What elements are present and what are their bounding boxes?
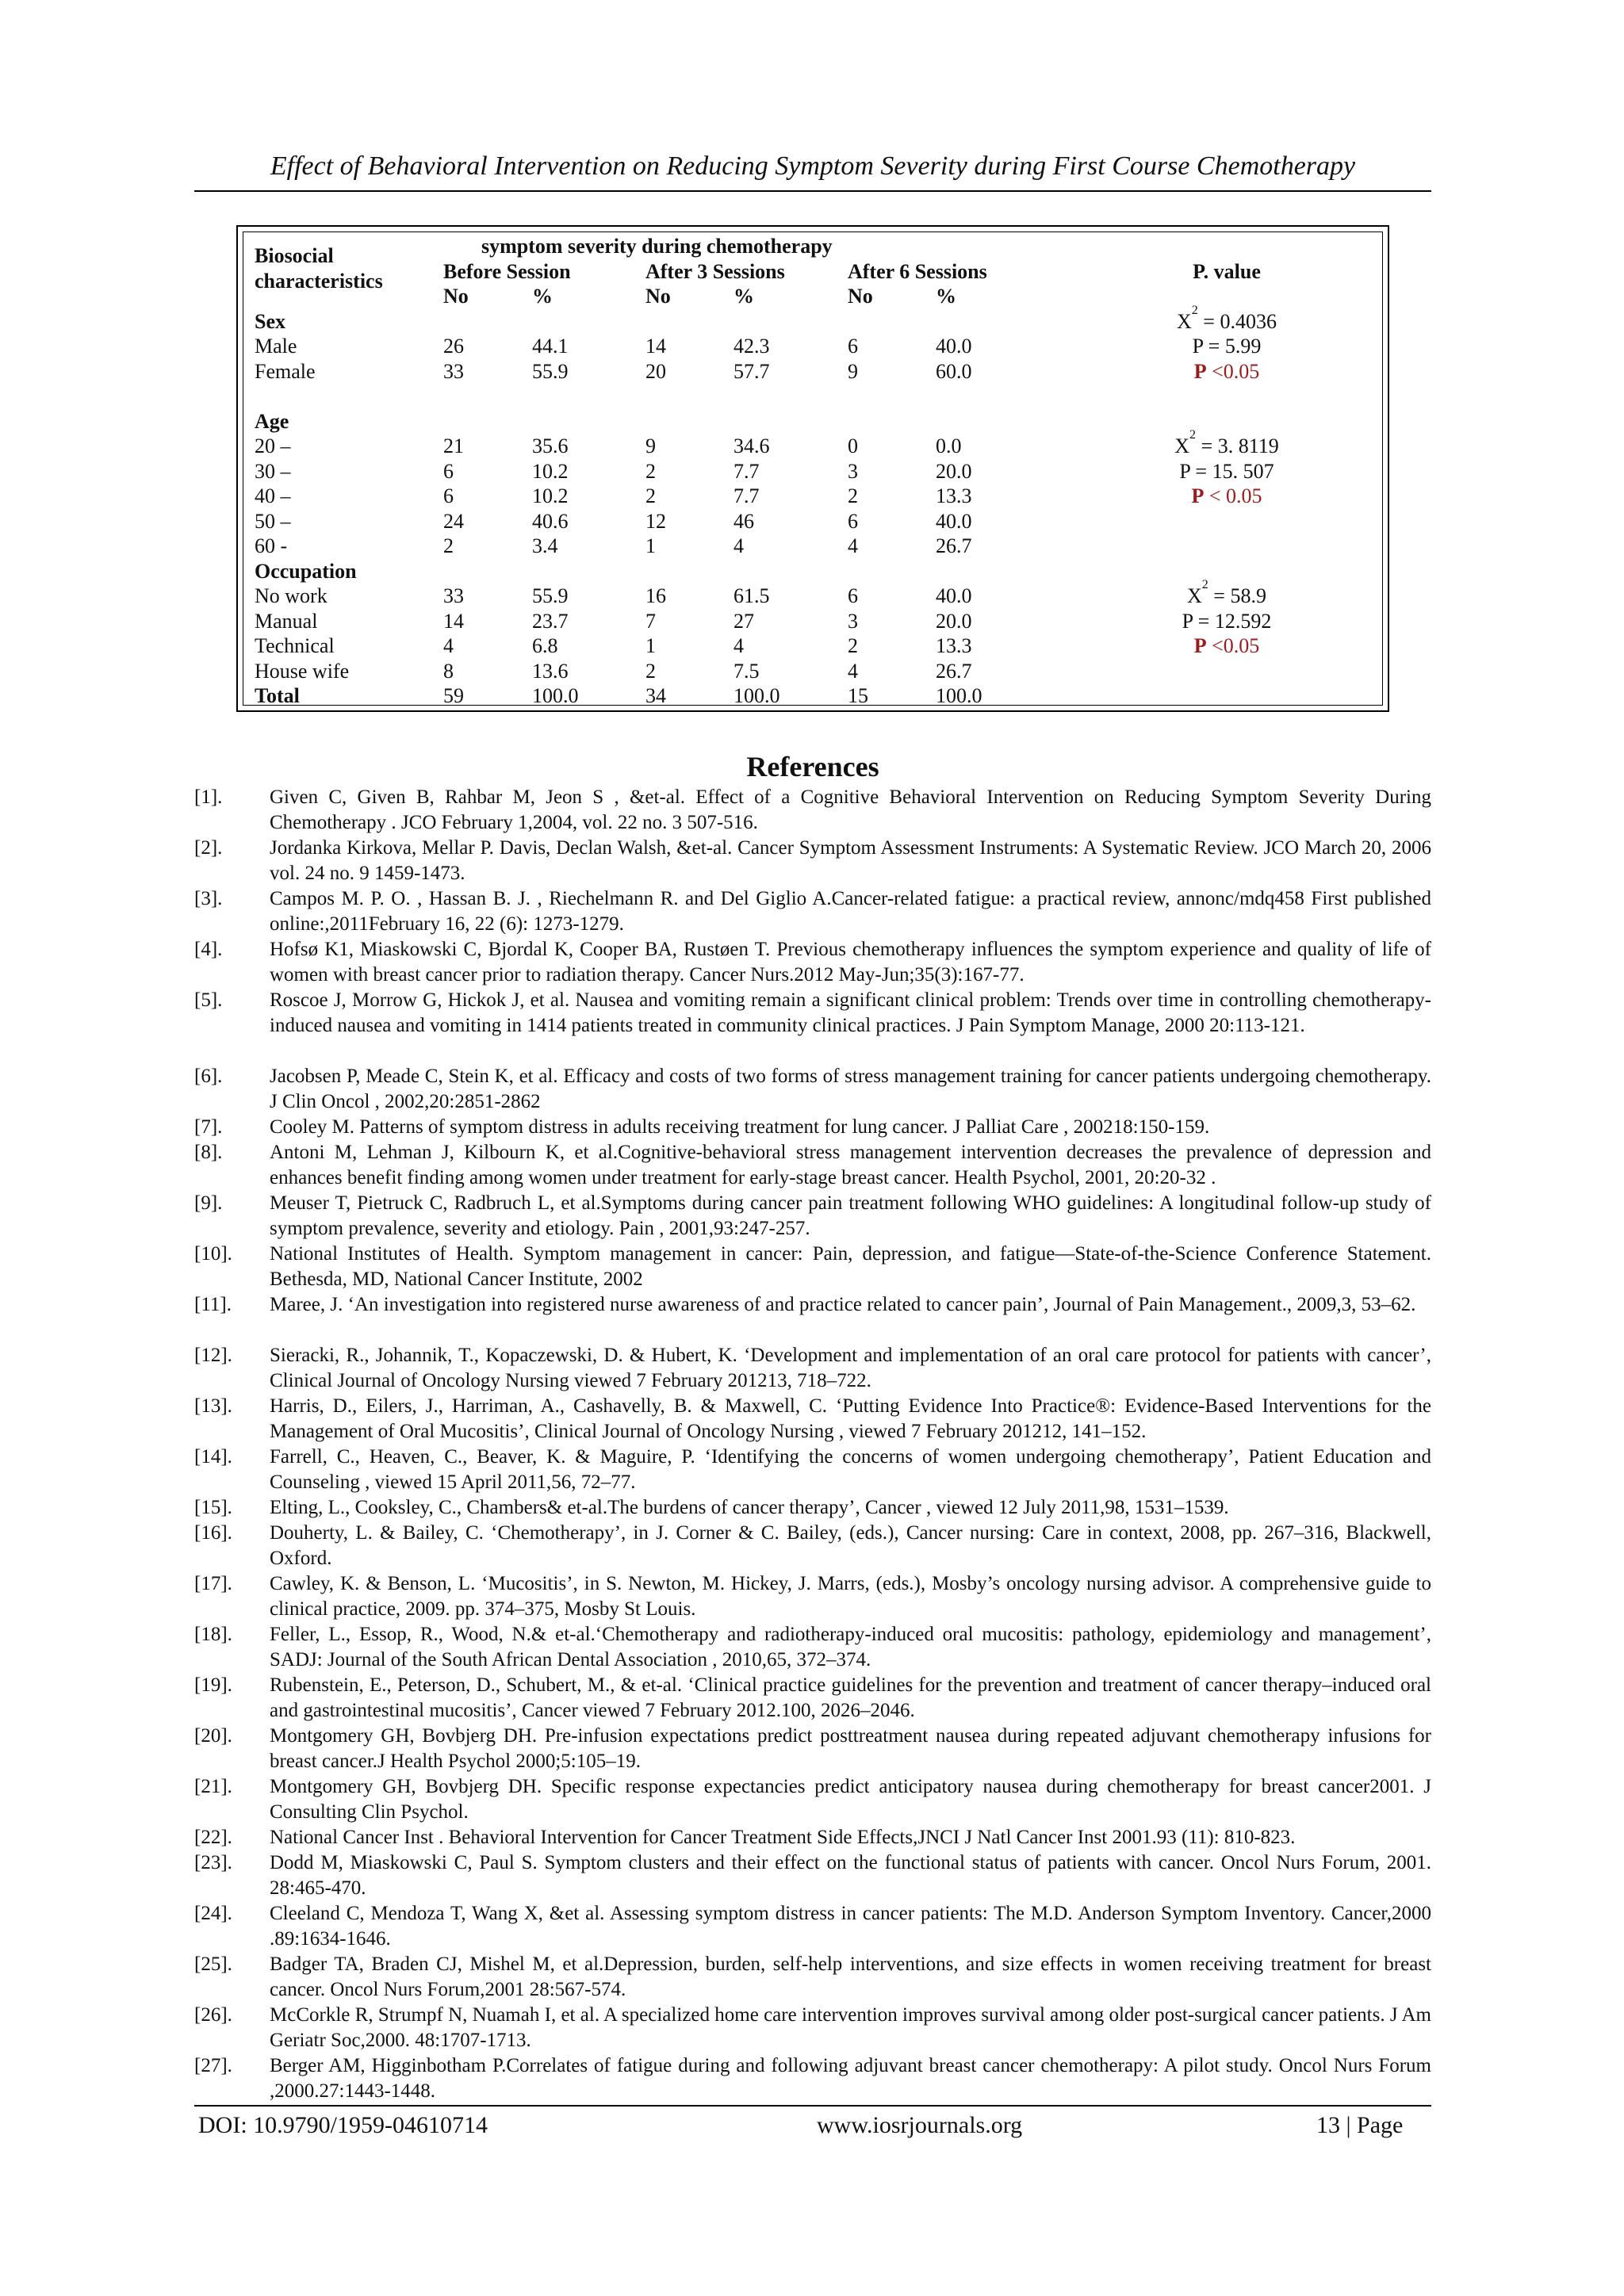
total-value: 34 — [645, 684, 666, 707]
row-value: 40.0 — [936, 509, 972, 533]
row-value: 7.5 — [733, 659, 760, 683]
row-label: Technical — [255, 634, 335, 657]
reference-number: [26]. — [194, 2004, 232, 2026]
header-sub-no: No — [645, 285, 671, 308]
row-value: 6 — [848, 584, 858, 607]
reference-number: [2]. — [194, 837, 223, 859]
reference-number: [13]. — [194, 1395, 232, 1417]
row-value: 61.5 — [733, 584, 770, 607]
reference-text: Farrell, C., Heaven, C., Beaver, K. & Maguire, P. ‘Identifying the concerns of women undergoing chemotherapy’, Patient Education and Counseling , viewed 15 April 2011,56, 72–77. — [270, 1446, 1431, 1493]
footer-website: www.iosrjournals.org — [817, 2112, 1023, 2138]
row-value: 20.0 — [936, 459, 972, 483]
row-value: 14 — [443, 609, 464, 633]
row-value: 4 — [848, 534, 858, 557]
reference-number: [10]. — [194, 1243, 232, 1265]
row-value: 21 — [443, 434, 464, 457]
reference-text: Meuser T, Pietruck C, Radbruch L, et al.Symptoms during cancer pain treatment following WHO guidelines: A longitudinal follow-up study of symptom prevalence, severity and etiology. Pain , 2001,93:247-257. — [270, 1192, 1431, 1239]
reference-text: Maree, J. ‘An investigation into registered nurse awareness of and practice related to cancer pain’, Journal of Pain Management., 2009,3, 53–62. — [270, 1294, 1416, 1315]
significance-value: < 0.05 — [1204, 484, 1262, 507]
reference-text: Jacobsen P, Meade C, Stein K, et al. Efficacy and costs of two forms of stress management training for cancer patients undergoing chemotherapy. J Clin Oncol , 2002,20:2851-2862 — [270, 1066, 1431, 1112]
reference-text: Jordanka Kirkova, Mellar P. Davis, Declan Walsh, &et-al. Cancer Symptom Assessment Instruments: A Systematic Review. JCO March 20, 2006 vol. 24 no. 9 1459-1473. — [270, 837, 1431, 884]
p-threshold: P = 12.592 — [1182, 609, 1272, 633]
header-after-6-sessions: After 6 Sessions — [848, 259, 987, 283]
reference-number: [3]. — [194, 888, 223, 909]
significance — [1147, 484, 1306, 509]
total-label: Total — [255, 684, 300, 707]
reference-number: [4]. — [194, 939, 223, 960]
chi-square-value: $X^2 = 0.4036$ — [1177, 303, 1277, 333]
row-label: 30 – — [255, 459, 291, 483]
chi-square-number: = 58.9 — [1213, 584, 1266, 607]
results-table — [236, 225, 1389, 712]
chi-square-value: $X^2 = 3$. 8119 — [1174, 428, 1279, 457]
row-value: 10.2 — [532, 484, 569, 507]
row-value: 9 — [645, 434, 656, 457]
row-label: Manual — [255, 609, 318, 633]
row-value: 2 — [645, 459, 656, 483]
row-value: 6 — [848, 509, 858, 533]
chi-square-value: $X^2 = 58.9$ — [1187, 578, 1266, 607]
row-value: 13.6 — [532, 659, 569, 683]
footer-rule — [194, 2105, 1431, 2107]
row-value: 2 — [645, 484, 656, 507]
reference-number: [23]. — [194, 1852, 232, 1873]
row-label: Male — [255, 335, 297, 358]
row-value: 60.0 — [936, 359, 972, 383]
row-value: 2 — [645, 659, 656, 683]
row-value: 6 — [848, 335, 858, 358]
significance-p: P — [1193, 634, 1207, 657]
reference-text: Given C, Given B, Rahbar M, Jeon S , &et-al. Effect of a Cognitive Behavioral Intervention on Reducing Symptom Severity During Chemotherapy . JCO February 1,2004, vol. 22 no. 3 507-516. — [270, 786, 1431, 833]
row-value: 0.0 — [936, 434, 962, 457]
row-value: 6 — [443, 484, 454, 507]
header-biosocial: Biosocial characteristics — [255, 244, 383, 293]
reference-number: [27]. — [194, 2055, 232, 2076]
header-sub-pct: % — [532, 285, 553, 308]
reference-text: Montgomery GH, Bovbjerg DH. Pre-infusion expectations predict posttreatment nausea during repeated adjuvant chemotherapy infusions for breast cancer.J Health Psychol 2000;5:105–19. — [270, 1725, 1431, 1772]
reference-text: Sieracki, R., Johannik, T., Kopaczewski, D. & Hubert, K. ‘Development and implementation of an oral care protocol for patients with cancer’, Clinical Journal of Oncology Nursing viewed 7 February 201213, 718–722. — [270, 1345, 1431, 1391]
row-value: 16 — [645, 584, 666, 607]
header-after-3-sessions: After 3 Sessions — [645, 259, 785, 283]
row-value: 24 — [443, 509, 464, 533]
header-sub-no: No — [848, 285, 873, 308]
reference-number: [6]. — [194, 1066, 223, 1087]
significance-p: P — [1191, 484, 1205, 507]
significance-value: <0.05 — [1206, 634, 1260, 657]
row-label: No work — [255, 584, 327, 607]
total-value: 100.0 — [532, 684, 579, 707]
row-value: 13.3 — [936, 484, 972, 507]
significance — [1147, 633, 1306, 659]
header-sub-pct: % — [936, 285, 956, 308]
reference-number: [5]. — [194, 989, 223, 1011]
row-value: 26 — [443, 335, 464, 358]
reference-text: Montgomery GH, Bovbjerg DH. Specific response expectancies predict anticipatory nausea during chemotherapy for breast cancer2001. J Consulting Clin Psychol. — [270, 1776, 1431, 1823]
row-value: 44.1 — [532, 335, 569, 358]
reference-text: National Institutes of Health. Symptom management in cancer: Pain, depression, and fatigue—State-of-the-Science Conference Statement. Bethesda, MD, National Cancer Institute, 2002 — [270, 1243, 1431, 1290]
row-value: 20.0 — [936, 609, 972, 633]
row-value: 2 — [443, 534, 454, 557]
reference-text: Douherty, L. & Bailey, C. ‘Chemotherapy’, in J. Corner & C. Bailey, (eds.), Cancer nursing: Care in context, 2008, pp. 267–316, Blackwell, Oxford. — [270, 1522, 1431, 1569]
row-value: 57.7 — [733, 359, 770, 383]
reference-text: Feller, L., Essop, R., Wood, N.& et-al.‘Chemotherapy and radiotherapy-induced oral mucositis: pathology, epidemiology and management’, SADJ: Journal of the South African Dental Association , 2010,65, 372–374. — [270, 1624, 1431, 1670]
section-label: Occupation — [255, 559, 357, 583]
row-value: 46 — [733, 509, 754, 533]
footer-page-number: 13 | Page — [1316, 2112, 1404, 2138]
row-value: 7 — [645, 609, 656, 633]
reference-text: Cooley M. Patterns of symptom distress in adults receiving treatment for lung cancer. J Palliat Care , 200218:150-159. — [270, 1116, 1210, 1138]
reference-number: [20]. — [194, 1725, 232, 1747]
header-sub-no: No — [443, 285, 469, 308]
row-label: Female — [255, 359, 316, 383]
row-value: 33 — [443, 359, 464, 383]
running-header: Effect of Behavioral Intervention on Reducing Symptom Severity during First Course Chemotherapy — [270, 151, 1356, 181]
row-value: 7.7 — [733, 459, 760, 483]
row-value: 12 — [645, 509, 666, 533]
row-value: 10.2 — [532, 459, 569, 483]
reference-number: [19]. — [194, 1674, 232, 1696]
reference-number: [17]. — [194, 1573, 232, 1594]
row-value: 33 — [443, 584, 464, 607]
p-threshold: P = 15. 507 — [1179, 459, 1274, 483]
row-value: 20 — [645, 359, 666, 383]
significance-value: <0.05 — [1206, 359, 1260, 383]
row-value: 35.6 — [532, 434, 569, 457]
row-value: 2 — [848, 634, 858, 657]
row-value: 4 — [848, 659, 858, 683]
reference-text: McCorkle R, Strumpf N, Nuamah I, et al. A specialized home care intervention improves survival among older post-surgical cancer patients. J Am Geriatr Soc,2000. 48:1707-1713. — [270, 2004, 1431, 2051]
reference-number: [7]. — [194, 1116, 223, 1138]
reference-number: [18]. — [194, 1624, 232, 1645]
row-value: 40.6 — [532, 509, 569, 533]
p-threshold: P = 5.99 — [1192, 335, 1262, 358]
row-value: 26.7 — [936, 534, 972, 557]
reference-text: Campos M. P. O. , Hassan B. J. , Riechelmann R. and Del Giglio A.Cancer-related fatigue: a practical review, annonc/mdq458 First published online:,2011February 16, 22 (6): 1273-1279. — [270, 888, 1431, 935]
row-value: 1 — [645, 534, 656, 557]
row-label: 40 – — [255, 484, 291, 507]
row-value: 55.9 — [532, 359, 569, 383]
footer-doi: DOI: 10.9790/1959-04610714 — [198, 2112, 488, 2138]
reference-text: Harris, D., Eilers, J., Harriman, A., Cashavelly, B. & Maxwell, C. ‘Putting Evidence Into Practice®: Evidence-Based Interventions for the Management of Oral Mucositis’, Clinical Journal of Oncology Nursing , viewed 7 February 201212, 141–152. — [270, 1395, 1431, 1442]
row-value: 0 — [848, 434, 858, 457]
section-label: Sex — [255, 309, 285, 333]
row-value: 1 — [645, 634, 656, 657]
reference-number: [11]. — [194, 1294, 232, 1315]
reference-number: [15]. — [194, 1497, 232, 1518]
row-value: 9 — [848, 359, 858, 383]
chi-square-number: = 3. 8119 — [1201, 434, 1279, 457]
row-value: 40.0 — [936, 584, 972, 607]
reference-text: Elting, L., Cooksley, C., Chambers& et-al.The burdens of cancer therapy’, Cancer , viewed 12 July 2011,98, 1531–1539. — [270, 1497, 1229, 1518]
row-label: 60 - — [255, 534, 288, 557]
reference-number: [16]. — [194, 1522, 232, 1544]
header-p-value: P. value — [1193, 259, 1261, 283]
total-value: 59 — [443, 684, 464, 707]
row-value: 4 — [443, 634, 454, 657]
reference-number: [1]. — [194, 786, 223, 808]
total-value: 100.0 — [733, 684, 780, 707]
reference-text: Dodd M, Miaskowski C, Paul S. Symptom clusters and their effect on the functional status of patients with cancer. Oncol Nurs Forum, 2001. 28:465-470. — [270, 1852, 1431, 1899]
row-value: 3.4 — [532, 534, 558, 557]
row-value: 27 — [733, 609, 754, 633]
row-value: 42.3 — [733, 335, 770, 358]
row-value: 26.7 — [936, 659, 972, 683]
reference-text: Roscoe J, Morrow G, Hickok J, et al. Nausea and vomiting remain a significant clinical problem: Trends over time in controlling chemotherapy-induced nausea and vomiting in 1414 patients treated in community clinical practices. J Pain Symptom Manage, 2000 20:113-121. — [270, 989, 1431, 1036]
section-label: Age — [255, 409, 289, 433]
reference-number: [21]. — [194, 1776, 232, 1797]
reference-number: [14]. — [194, 1446, 232, 1468]
reference-text: Rubenstein, E., Peterson, D., Schubert, M., & et-al. ‘Clinical practice guidelines for the prevention and treatment of cancer therapy–induced oral and gastrointestinal mucositis’, Cancer viewed 7 February 2012.100, 2026–2046. — [270, 1674, 1431, 1721]
total-value: 100.0 — [936, 684, 982, 707]
row-value: 55.9 — [532, 584, 569, 607]
reference-number: [22]. — [194, 1827, 232, 1848]
row-value: 34.6 — [733, 434, 770, 457]
reference-text: Cleeland C, Mendoza T, Wang X, &et al. Assessing symptom distress in cancer patients: The M.D. Anderson Symptom Inventory. Cancer,2000 .89:1634-1646. — [270, 1903, 1431, 1950]
row-value: 6.8 — [532, 634, 558, 657]
row-value: 8 — [443, 659, 454, 683]
reference-text: National Cancer Inst . Behavioral Intervention for Cancer Treatment Side Effects,JNCI J Natl Cancer Inst 2001.93 (11): 810-823. — [270, 1827, 1296, 1848]
total-value: 15 — [848, 684, 868, 707]
reference-text: Badger TA, Braden CJ, Mishel M, et al.Depression, burden, self-help interventions, and size effects in women receiving treatment for breast cancer. Oncol Nurs Forum,2001 28:567-574. — [270, 1954, 1431, 2000]
row-value: 23.7 — [532, 609, 569, 633]
row-value: 4 — [733, 534, 744, 557]
reference-number: [24]. — [194, 1903, 232, 1924]
row-label: House wife — [255, 659, 350, 683]
row-label: 20 – — [255, 434, 291, 457]
significance — [1147, 359, 1306, 385]
row-value: 2 — [848, 484, 858, 507]
row-value: 7.7 — [733, 484, 760, 507]
header-before-session: Before Session — [443, 259, 571, 283]
significance-p: P — [1193, 359, 1207, 383]
table-inner-border — [243, 232, 1383, 706]
reference-number: [12]. — [194, 1345, 232, 1366]
row-value: 3 — [848, 459, 858, 483]
row-value: 13.3 — [936, 634, 972, 657]
header-rule — [194, 190, 1431, 192]
row-label: 50 – — [255, 509, 291, 533]
reference-text: Antoni M, Lehman J, Kilbourn K, et al.Cognitive-behavioral stress management intervention decreases the prevalence of depression and enhances benefit finding among women under treatment for early-stage breast cancer. Health Psychol, 2001, 20:20-32 . — [270, 1142, 1431, 1188]
header-group: symptom severity during chemotherapy — [481, 235, 833, 258]
references-heading: References — [746, 751, 879, 783]
chi-square-number: = 0.4036 — [1203, 309, 1277, 333]
row-value: 14 — [645, 335, 666, 358]
reference-number: [25]. — [194, 1954, 232, 1975]
row-value: 4 — [733, 634, 744, 657]
reference-text: Cawley, K. & Benson, L. ‘Mucositis’, in S. Newton, M. Hickey, J. Marrs, (eds.), Mosby’s oncology nursing advisor. A comprehensive guide to clinical practice, 2009. pp. 374–375, Mosby St Louis. — [270, 1573, 1431, 1620]
reference-number: [9]. — [194, 1192, 223, 1214]
reference-text: Berger AM, Higginbotham P.Correlates of fatigue during and following adjuvant breast cancer chemotherapy: A pilot study. Oncol Nurs Forum ,2000.27:1443-1448. — [270, 2055, 1431, 2102]
header-sub-pct: % — [733, 285, 754, 308]
row-value: 3 — [848, 609, 858, 633]
reference-number: [8]. — [194, 1142, 223, 1163]
reference-text: Hofsø K1, Miaskowski C, Bjordal K, Cooper BA, Rustøen T. Previous chemotherapy influences the symptom experience and quality of life of women with breast cancer prior to radiation therapy. Cancer Nurs.2012 May-Jun;35(3):167-77. — [270, 939, 1431, 985]
row-value: 6 — [443, 459, 454, 483]
row-value: 40.0 — [936, 335, 972, 358]
